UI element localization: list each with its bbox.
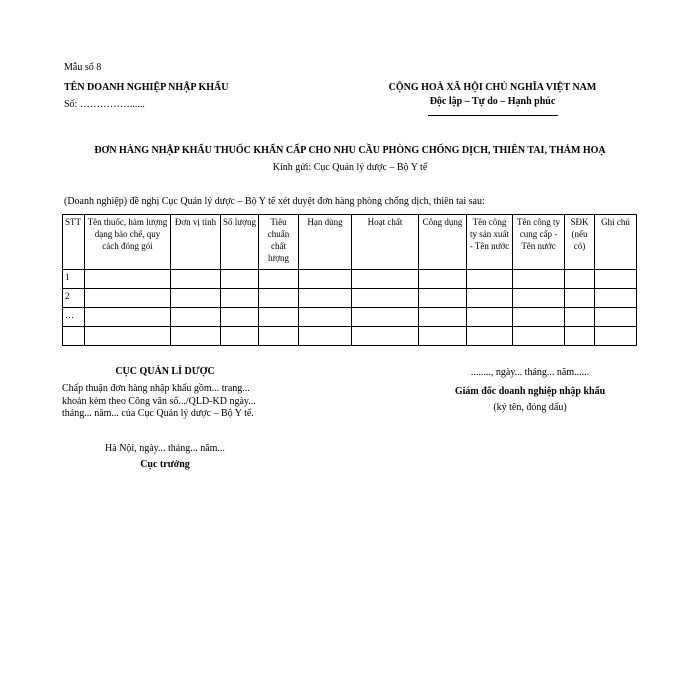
column-header: Tên công ty sản xuất - Tên nước — [467, 215, 513, 270]
table-header-row — [63, 215, 637, 270]
column-header: Công dụng — [419, 215, 467, 270]
addressee: Kính gửi: Cục Quản lý dược – Bộ Y tế — [272, 162, 428, 173]
row-number: 2 — [63, 289, 85, 308]
table-row — [63, 327, 637, 346]
column-header: Số lượng — [221, 215, 259, 270]
column-header: Tên công ty cung cấp - Tên nước — [513, 215, 565, 270]
national-title: CỘNG HOÀ XÃ HỘI CHỦ NGHĨA VIỆT NAM — [388, 82, 597, 93]
company-sign-date: ........, ngày... tháng... năm...... — [470, 367, 590, 378]
national-motto: Độc lập – Tự do – Hạnh phúc — [429, 96, 556, 107]
row-number — [63, 327, 85, 346]
company-signer-role: Giám đốc doanh nghiệp nhập khẩu — [454, 386, 606, 397]
table-row — [63, 308, 637, 327]
column-header: Hoạt chất — [352, 215, 419, 270]
form-number: Mẫu số 8 — [64, 62, 102, 73]
column-header: SĐK (nếu có) — [565, 215, 595, 270]
column-header: Tên thuốc, hàm lượng dạng bào chế, quy cách đóng gói — [85, 215, 171, 270]
approval-text: Chấp thuận đơn hàng nhập khẩu gồm... trang... khoản kèm theo Công văn số.../QLD-KD ngày... tháng... năm... của Cục Quản lý dược – Bộ Y tế. — [62, 383, 256, 419]
signature-note: (ký tên, đóng dấu) — [493, 402, 567, 413]
table-row — [63, 270, 637, 289]
motto-underline — [428, 115, 558, 116]
agency-signer-role: Cục trưởng — [140, 459, 190, 470]
agency-signature-title: CỤC QUẢN LÍ DƯỢC — [115, 366, 215, 377]
column-header: Ghi chú — [595, 215, 637, 270]
company-name: TÊN DOANH NGHIỆP NHẬP KHẨU — [64, 82, 229, 93]
column-header: STT — [63, 215, 85, 270]
document-number: Số: ……………...... — [64, 99, 145, 110]
order-table — [62, 214, 637, 346]
row-number: 1 — [63, 270, 85, 289]
intro-text: (Doanh nghiệp) đề nghị Cục Quản lý dược – Bộ Y tế xét duyệt đơn hàng phòng chống dịch, thiên tai sau: — [64, 196, 485, 207]
column-header: Đơn vị tính — [171, 215, 221, 270]
column-header: Hạn dùng — [299, 215, 352, 270]
table-row — [63, 289, 637, 308]
agency-sign-date: Hà Nội, ngày... tháng... năm... — [105, 443, 225, 454]
row-number: … — [63, 308, 85, 327]
column-header: Tiêu chuẩn chất lượng — [259, 215, 299, 270]
document-title: ĐƠN HÀNG NHẬP KHẨU THUỐC KHẨN CẤP CHO NHU CẦU PHÒNG CHỐNG DỊCH, THIÊN TAI, THẢM HOẠ — [94, 145, 606, 156]
